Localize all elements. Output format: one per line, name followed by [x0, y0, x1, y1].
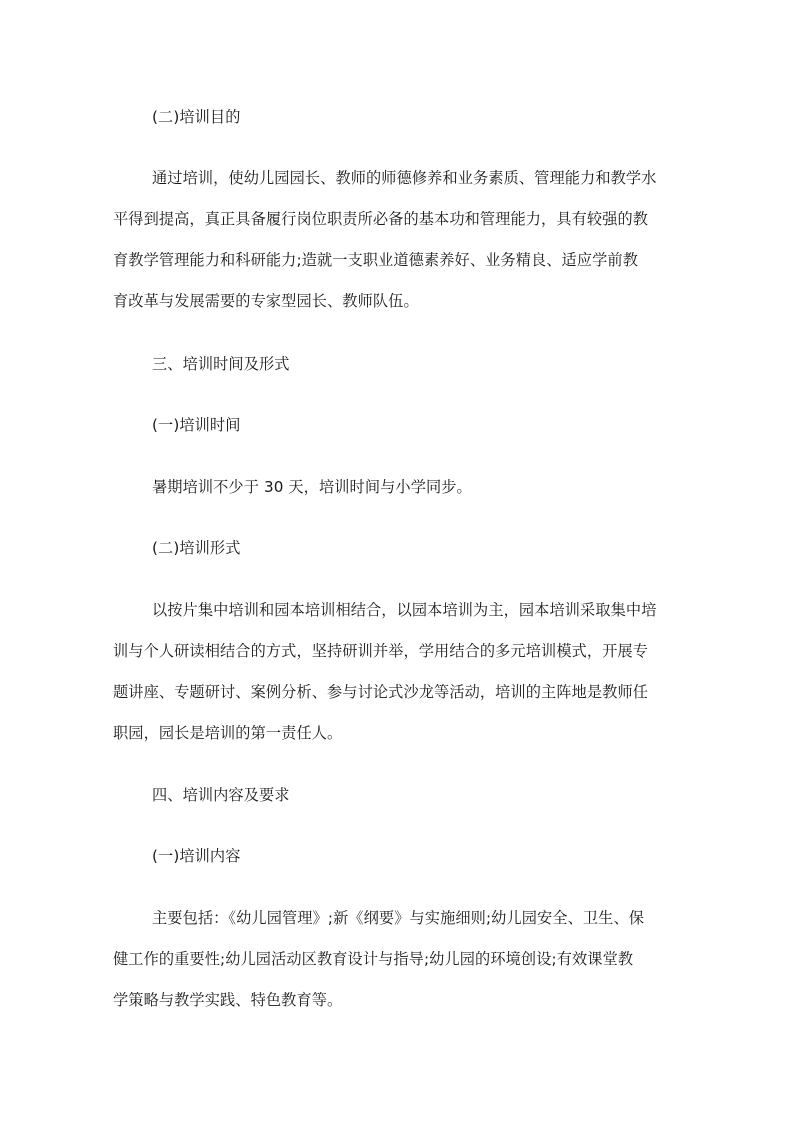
paragraph-line: 健工作的重要性;幼儿园活动区教育设计与指导;幼儿园的环境创设;有效课堂教 — [113, 950, 634, 968]
section-title-content-and-requirements — [113, 775, 689, 816]
title-text: 四、培训内容及要求 — [152, 786, 290, 804]
paragraph-line: 育改革与发展需要的专家型园长、教师队伍。 — [113, 292, 419, 310]
paragraph-line: 训与个人研读相结合的方式，坚持研训并举，学用结合的多元培训模式，开展专 — [113, 642, 649, 660]
heading-text: (二)培训形式 — [152, 539, 241, 557]
paragraph-line: 题讲座、专题研讨、案例分析、参与讨论式沙龙等活动，培训的主阵地是教师任 — [113, 683, 649, 701]
paragraph-line: 暑期培训不少于 30 天，培训时间与小学同步。 — [152, 478, 472, 496]
paragraph-line: 平得到提高，真正具备履行岗位职责所必备的基本功和管理能力，具有较强的教 — [113, 210, 649, 228]
paragraph-training-goals — [113, 158, 689, 322]
section-heading-training-form — [113, 528, 689, 569]
heading-text: (二)培训目的 — [152, 108, 241, 126]
title-text: 三、培训时间及形式 — [152, 355, 290, 373]
paragraph-line: 学策略与教学实践、特色教育等。 — [113, 991, 343, 1009]
paragraph-training-content — [113, 898, 689, 1021]
section-heading-training-goals — [113, 97, 689, 138]
heading-text: (一)培训时间 — [152, 416, 241, 434]
section-title-time-and-form — [113, 344, 689, 385]
paragraph-line: 通过培训，使幼儿园园长、教师的师德修养和业务素质、管理能力和教学水 — [152, 169, 657, 187]
paragraph-line: 育教学管理能力和科研能力;造就一支职业道德素养好、业务精良、适应学前教 — [113, 251, 638, 269]
heading-text: (一)培训内容 — [152, 847, 241, 865]
paragraph-training-time — [113, 467, 689, 508]
section-heading-training-time — [113, 405, 689, 446]
paragraph-line: 以按片集中培训和园本培训相结合，以园本培训为主，园本培训采取集中培 — [152, 601, 657, 619]
paragraph-line: 主要包括：《幼儿园管理》;新《纲要》与实施细则;幼儿园安全、卫生、保 — [152, 909, 645, 927]
section-heading-training-content — [113, 836, 689, 877]
paragraph-line: 职园，园长是培训的第一责任人。 — [113, 724, 343, 742]
paragraph-training-form — [113, 590, 689, 754]
